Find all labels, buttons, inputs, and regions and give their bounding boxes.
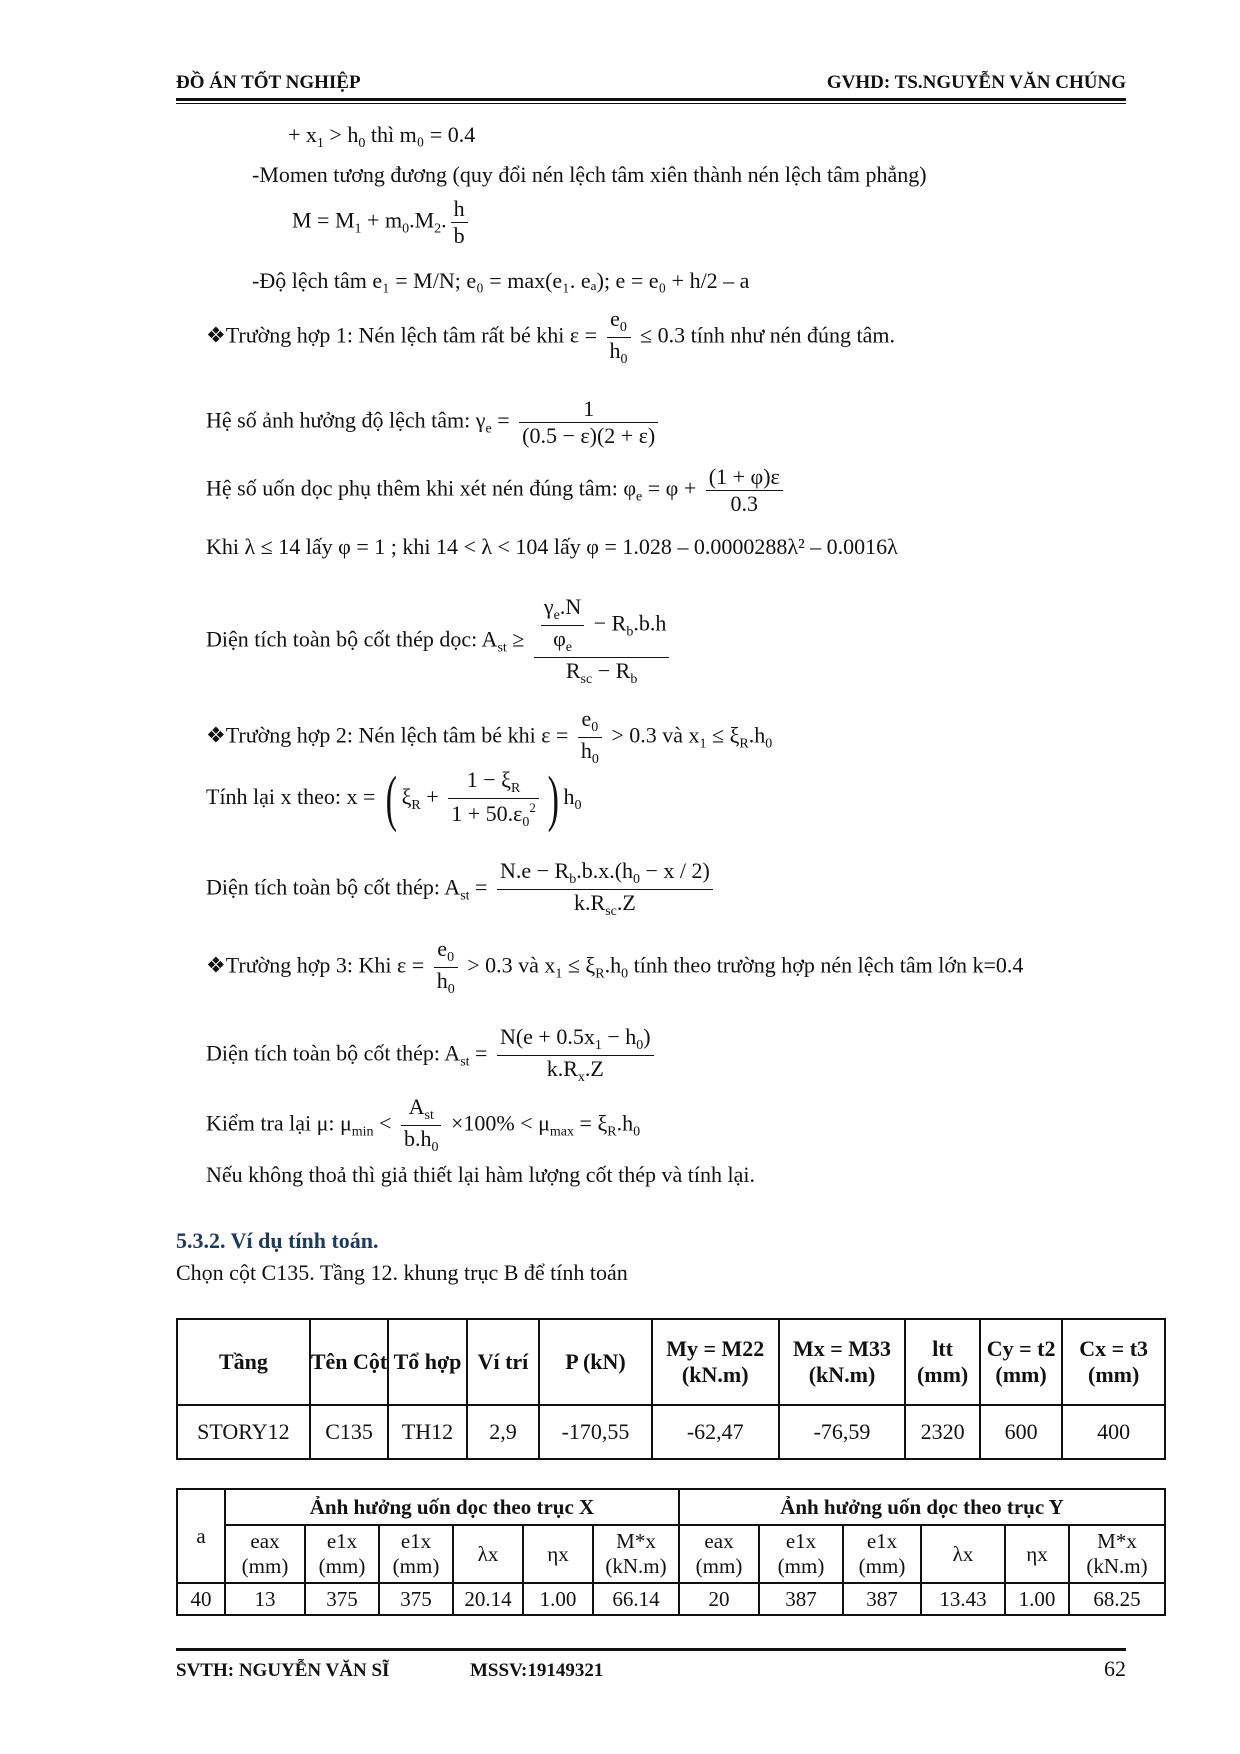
table-header-cell: eax (mm)	[225, 1525, 305, 1583]
header-advisor: GVHD: TS.NGUYỄN VĂN CHÚNG	[826, 72, 1126, 93]
table-cell: 1.00	[1005, 1583, 1069, 1615]
table-cell: 387	[759, 1583, 843, 1615]
section-heading: 5.3.2. Ví dụ tính toán.	[176, 1228, 379, 1253]
x-recalc-formula: Tính lại x theo: x = ( $\xi_R$ + $\frac{1 - \xi_R}{1 + 50.\varepsilon_0^2}$ ) $h_0$	[206, 765, 582, 833]
case-2: ❖Trường hợp 2: Nén lệch tâm bé khi ε = $\frac{e_0}{h_0}$ > 0.3 và $x_1 \le \xi_R.h_0$	[206, 706, 773, 767]
table-header-cell: e1x (mm)	[843, 1525, 921, 1583]
table-header-cell: eax (mm)	[679, 1525, 759, 1583]
table-cell: TH12	[388, 1405, 466, 1459]
header-rule	[176, 98, 1126, 101]
table-cell: 2,9	[467, 1405, 539, 1459]
table-cell: 20.14	[453, 1583, 523, 1615]
gamma-formula: Hệ số ảnh hưởng độ lệch tâm: $\gamma_e$ = $\frac{1}{(0.5 - \varepsilon)(2 + \varepsilon)}$	[206, 398, 662, 447]
table-cell: 68.25	[1069, 1583, 1165, 1615]
table-group-header-row	[177, 1489, 1165, 1525]
table-cell: 66.14	[593, 1583, 679, 1615]
buckling-table	[176, 1488, 1166, 1616]
footer-student: SVTH: NGUYỄN VĂN SĨ	[176, 1660, 390, 1681]
footer-rule	[176, 1648, 1126, 1651]
ast-formula-2: Diện tích toàn bộ cốt thép: $A_{st}$ = $\frac{N.e - R_b.b.x.(h_0 - x / 2)}{k.R_{sc}.Z}$	[206, 860, 717, 919]
table-header-cell: P (kN)	[539, 1319, 652, 1405]
table-header-cell: λx	[453, 1525, 523, 1583]
table-cell: 20	[679, 1583, 759, 1615]
table-cell: C135	[310, 1405, 388, 1459]
table-header-cell: ηx	[1005, 1525, 1069, 1583]
table-cell: 40	[177, 1583, 225, 1615]
table-header-cell: e1x (mm)	[305, 1525, 379, 1583]
table-row	[177, 1583, 1165, 1615]
table-header-cell: λx	[921, 1525, 1005, 1583]
table-header-cell: M*x (kN.m)	[593, 1525, 679, 1583]
case-1: ❖Trường hợp 1: Nén lệch tâm rất bé khi ε = $\frac{e_0}{h_0}$ ≤ 0.3 tính như nén đúng tâm.	[206, 306, 896, 367]
table-header-cell: e1x (mm)	[379, 1525, 453, 1583]
table-header-cell: Mx = M33 (kN.m)	[779, 1319, 906, 1405]
table-cell: 2320	[905, 1405, 979, 1459]
table-cell: 13	[225, 1583, 305, 1615]
table-header-cell: ltt (mm)	[905, 1319, 979, 1405]
formula-moment: $M = M_1 + m_0.M_2$. $\frac{h}{b}$	[292, 198, 472, 247]
table-cell: 1.00	[523, 1583, 593, 1615]
table-header-cell: ηx	[523, 1525, 593, 1583]
phi-formula: Hệ số uốn dọc phụ thêm khi xét nén đúng tâm: $\varphi_e = \varphi$ + $\frac{(1 + \varphi)\varepsilon}{0.3}$	[206, 466, 787, 515]
table-cell: 600	[980, 1405, 1063, 1459]
section-intro: Chọn cột C135. Tầng 12. khung trục B để tính toán	[176, 1260, 628, 1285]
table-cell: 387	[843, 1583, 921, 1615]
ast-formula-1: Diện tích toàn bộ cốt thép dọc: $A_{st}$ ≥ $\frac{\gamma_e.N}{\varphi_e}$ − $R_b.b.h$ $R_{sc} - R_b$	[206, 596, 673, 687]
header-title: ĐỒ ÁN TỐT NGHIỆP	[176, 72, 361, 93]
eccentricity-text: -Độ lệch tâm e₁ = M/N; e₀ = max(e₁. eₐ); e = e₀ + h/2 – a	[252, 268, 750, 293]
group-header-y: Ảnh hưởng uốn dọc theo trục Y	[679, 1489, 1165, 1525]
header-rule-thin	[176, 103, 1126, 104]
formula-m0-condition: + $x_1 > h_0$ thì m₀ = 0.4	[288, 122, 476, 151]
table-cell: -76,59	[779, 1405, 906, 1459]
group-header-x: Ảnh hưởng uốn dọc theo trục X	[225, 1489, 679, 1525]
footer-mssv: MSSV:19149321	[470, 1660, 604, 1681]
table-sub-header-row	[177, 1525, 1165, 1583]
table-header-row	[177, 1319, 1165, 1405]
table-cell: -62,47	[652, 1405, 779, 1459]
table-header-cell: Tổ hợp	[388, 1319, 466, 1405]
moment-equivalent-text: -Momen tương đương (quy đổi nén lệch tâm xiên thành nén lệch tâm phẳng)	[252, 162, 927, 187]
table-header-cell: My = M22 (kN.m)	[652, 1319, 779, 1405]
table-header-cell: Ví trí	[467, 1319, 539, 1405]
mu-check: Kiểm tra lại μ: $\mu_{min}$ < $\frac{A_{st}}{b.h_0}$ $\times 100\% < \mu_{max} = \xi_R.h_0$	[206, 1094, 641, 1155]
lambda-condition: Khi λ ≤ 14 lấy φ = 1 ; khi 14 < λ < 104 lấy φ = 1.028 – 0.0000288λ² – 0.0016λ	[206, 534, 898, 559]
table-cell: 400	[1062, 1405, 1165, 1459]
table-row	[177, 1405, 1165, 1459]
table-header-cell: M*x (kN.m)	[1069, 1525, 1165, 1583]
case-3: ❖Trường hợp 3: Khi ε = $\frac{e_0}{h_0}$ > 0.3 và $x_1 \le \xi_R.h_0$ tính theo trường hợp nén lệch tâm lớn k=0.4	[206, 936, 1024, 997]
table-cell: 375	[379, 1583, 453, 1615]
table-cell: -170,55	[539, 1405, 652, 1459]
table-header-cell: a	[177, 1489, 225, 1583]
ast-formula-3: Diện tích toàn bộ cốt thép: $A_{st}$ = $\frac{N(e + 0.5x_1 - h_0)}{k.R_x.Z}$	[206, 1026, 658, 1085]
table-cell: 13.43	[921, 1583, 1005, 1615]
note-recalc: Nếu không thoả thì giả thiết lại hàm lượng cốt thép và tính lại.	[206, 1162, 756, 1187]
table-cell: STORY12	[177, 1405, 310, 1459]
table-header-cell: Cx = t3 (mm)	[1062, 1319, 1165, 1405]
table-header-cell: Cy = t2 (mm)	[980, 1319, 1063, 1405]
page-number: 62	[1104, 1656, 1126, 1681]
table-header-cell: Tên Cột	[310, 1319, 388, 1405]
table-cell: 375	[305, 1583, 379, 1615]
table-header-cell: e1x (mm)	[759, 1525, 843, 1583]
column-force-table	[176, 1318, 1166, 1460]
table-header-cell: Tầng	[177, 1319, 310, 1405]
